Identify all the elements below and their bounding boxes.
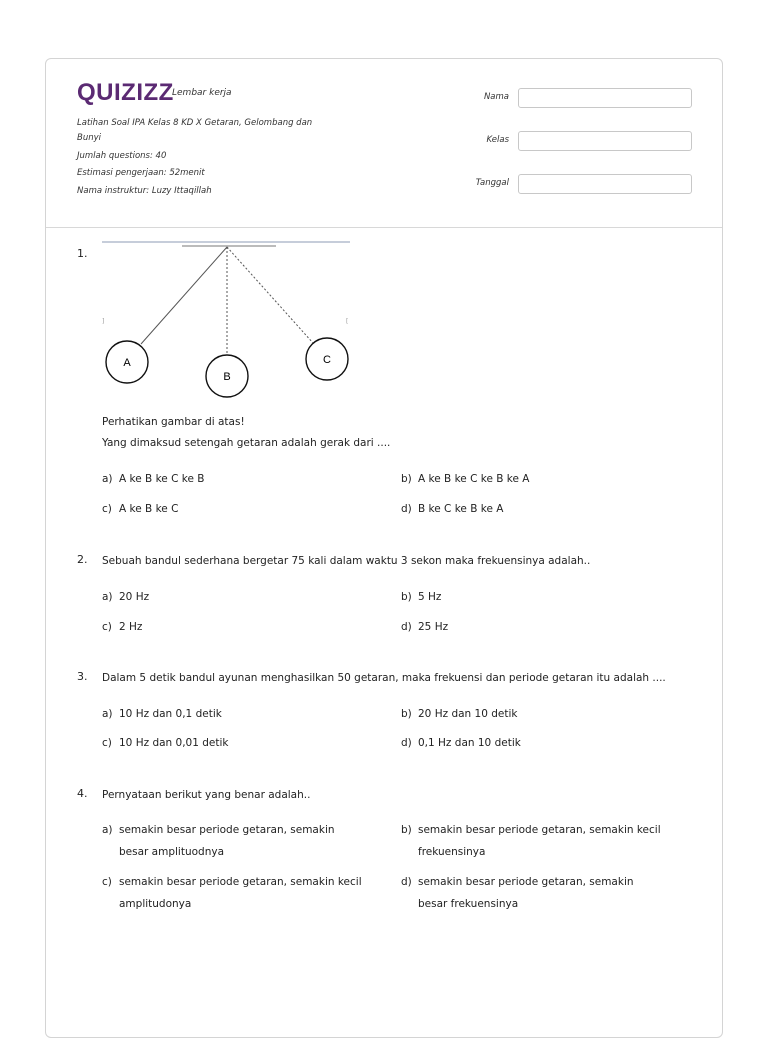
- kelas-label: Kelas: [486, 135, 509, 145]
- question-1-text-line2: Yang dimaksud setengah getaran adalah gerak dari ....: [102, 437, 391, 449]
- estimated-time: Estimasi pengerjaan: 52menit: [77, 168, 205, 178]
- svg-text:[: [: [346, 318, 349, 325]
- worksheet-subtitle: Lembar kerja: [172, 88, 232, 98]
- question-1-number: 1.: [77, 247, 88, 260]
- svg-text:]: ]: [102, 318, 105, 325]
- question-4-text: Pernyataan berikut yang benar adalah..: [102, 789, 311, 801]
- nama-field[interactable]: [518, 88, 692, 108]
- question-4-number: 4.: [77, 787, 88, 800]
- nama-label: Nama: [483, 92, 509, 102]
- question-1-option-c[interactable]: c) A ke B ke C: [102, 503, 179, 515]
- question-3-option-b[interactable]: b) 20 Hz dan 10 detik: [401, 708, 518, 720]
- question-2-option-c[interactable]: c) 2 Hz: [102, 621, 143, 633]
- string-a: [141, 247, 227, 344]
- question-1-text-line1: Perhatikan gambar di atas!: [102, 416, 245, 428]
- quizizz-logo: QUIZIZZ: [77, 79, 174, 106]
- question-4-option-b[interactable]: b) semakin besar periode getaran, semakin kecil frekuensinya: [401, 824, 661, 858]
- question-count: Jumlah questions: 40: [77, 151, 167, 161]
- question-1-option-d[interactable]: d) B ke C ke B ke A: [401, 503, 504, 515]
- question-4-option-c[interactable]: c) semakin besar periode getaran, semakin kecil amplitudonya: [102, 876, 362, 910]
- label-a: A: [123, 357, 131, 369]
- string-c: [227, 247, 313, 343]
- question-3-number: 3.: [77, 670, 88, 683]
- label-b: B: [223, 371, 231, 383]
- question-3-option-d[interactable]: d) 0,1 Hz dan 10 detik: [401, 737, 521, 749]
- question-1-option-a[interactable]: a) A ke B ke C ke B: [102, 473, 205, 485]
- pendulum-diagram: [100, 241, 352, 401]
- question-2-number: 2.: [77, 553, 88, 566]
- question-4-option-d[interactable]: d) semakin besar periode getaran, semakin besar frekuensinya: [401, 876, 634, 910]
- worksheet-header: [46, 59, 722, 228]
- label-c: C: [323, 354, 331, 366]
- quiz-title-line2: Bunyi: [77, 133, 101, 143]
- kelas-field[interactable]: [518, 131, 692, 151]
- question-2-option-b[interactable]: b) 5 Hz: [401, 591, 442, 603]
- question-2-option-d[interactable]: d) 25 Hz: [401, 621, 449, 633]
- question-2-option-a[interactable]: a) 20 Hz: [102, 591, 150, 603]
- question-1-option-b[interactable]: b) A ke B ke C ke B ke A: [401, 473, 530, 485]
- instructor-name: Nama instruktur: Luzy Ittaqillah: [77, 186, 212, 196]
- question-3-text: Dalam 5 detik bandul ayunan menghasilkan 50 getaran, maka frekuensi dan periode getaran itu adalah ....: [102, 672, 666, 684]
- worksheet-page: [45, 58, 723, 1038]
- tanggal-label: Tanggal: [475, 178, 509, 188]
- quiz-title-line1: Latihan Soal IPA Kelas 8 KD X Getaran, Gelombang dan: [77, 118, 313, 128]
- question-3-option-a[interactable]: a) 10 Hz dan 0,1 detik: [102, 708, 222, 720]
- tanggal-field[interactable]: [518, 174, 692, 194]
- question-2-text: Sebuah bandul sederhana bergetar 75 kali dalam waktu 3 sekon maka frekuensinya adalah..: [102, 555, 591, 567]
- question-4-option-a[interactable]: a) semakin besar periode getaran, semakin besar amplituodnya: [102, 824, 335, 858]
- question-3-option-c[interactable]: c) 10 Hz dan 0,01 detik: [102, 737, 229, 749]
